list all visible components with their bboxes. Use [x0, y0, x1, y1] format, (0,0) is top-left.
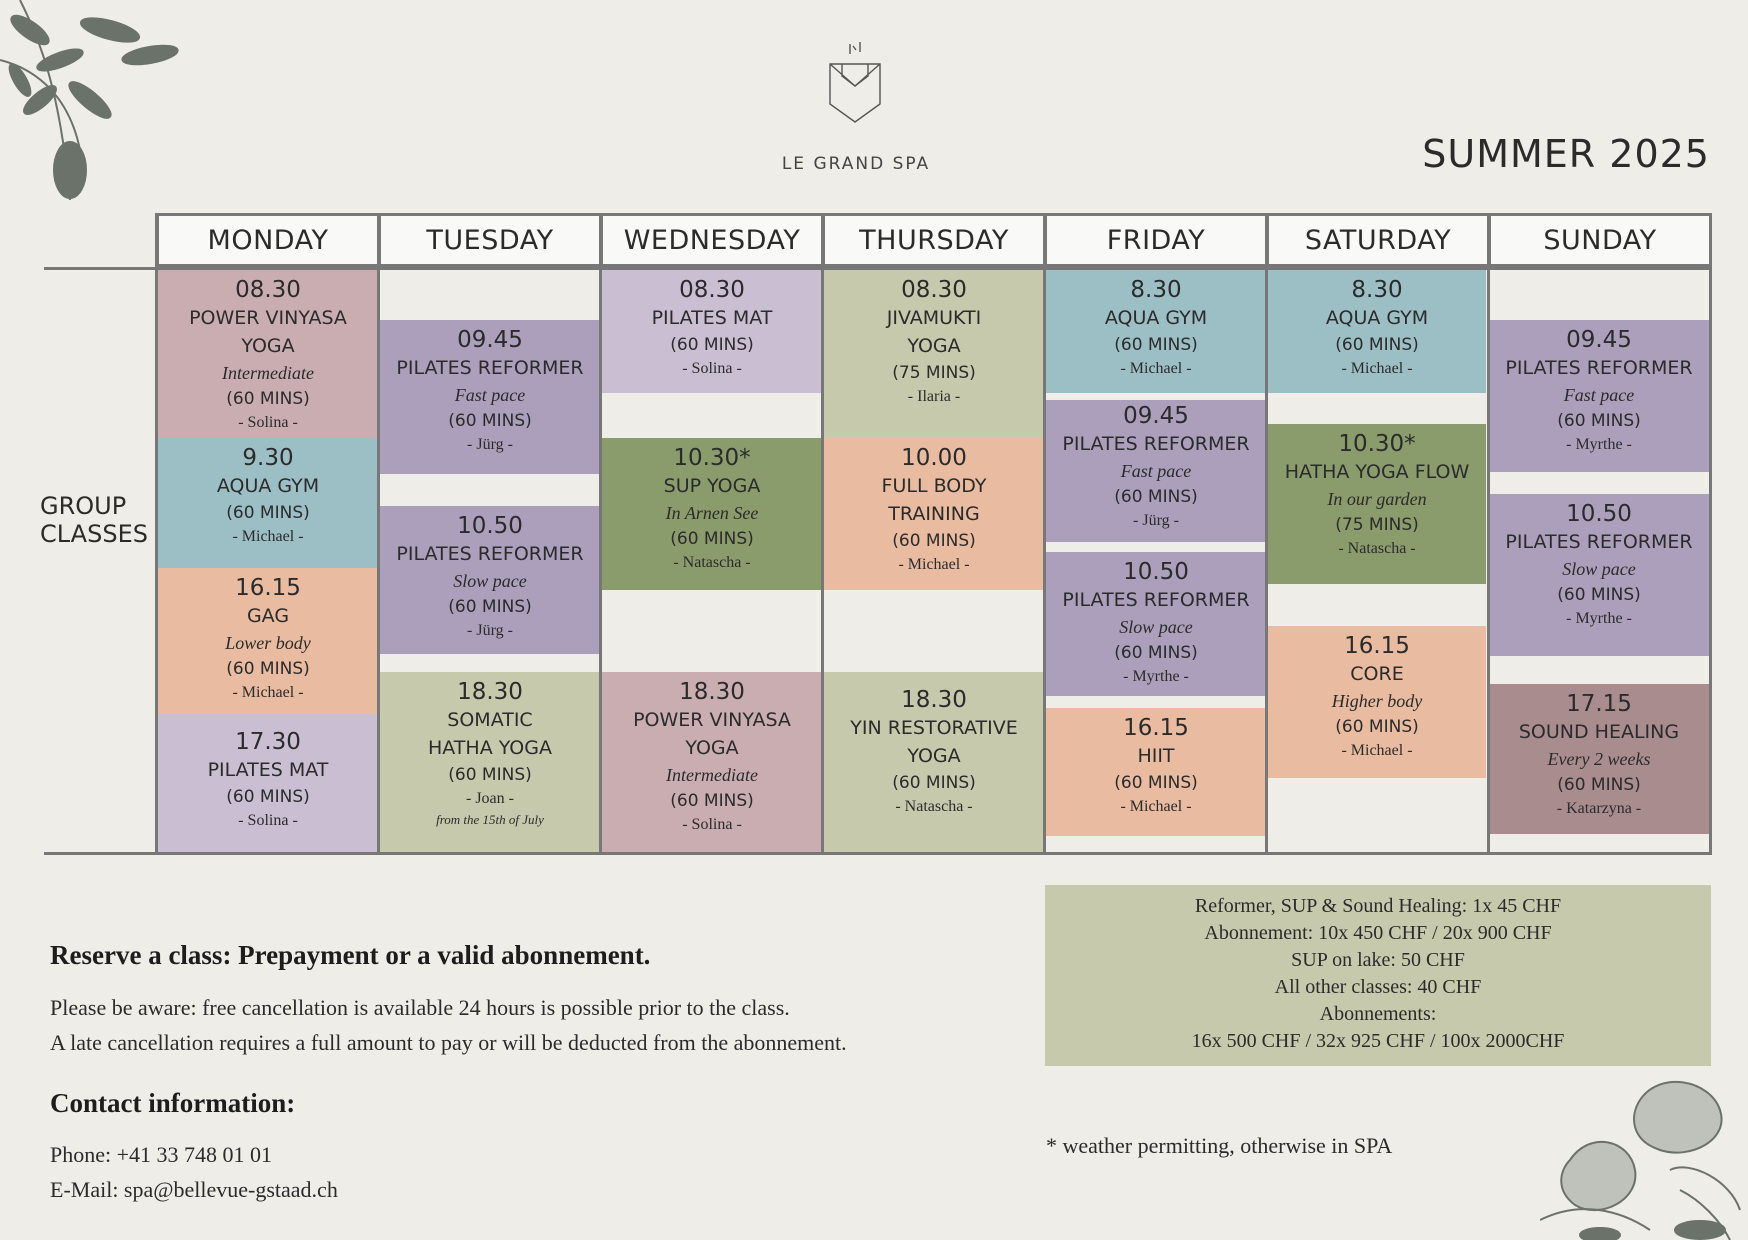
class-card[interactable]: 16.15 HIIT (60 MINS) - Michael - — [1046, 708, 1266, 836]
cancellation-note: Please be aware: free cancellation is available 24 hours is possible prior to the class. A late cancellation requires a full amount to pay or will be deducted from the abonnement. — [50, 995, 847, 1055]
class-card[interactable]: 8.30 AQUA GYM (60 MINS) - Michael - — [1268, 270, 1486, 393]
class-card[interactable]: 09.45 PILATES REFORMER Fast pace (60 MINS) - Myrthe - — [1488, 320, 1710, 472]
grid-line-col-0 — [155, 213, 158, 855]
reserve-heading: Reserve a class: Prepayment or a valid abonnement. — [50, 940, 651, 970]
contact-details — [50, 1137, 338, 1207]
class-card[interactable]: 18.30 POWER VINYASA YOGA Intermediate (60 MINS) - Solina - — [602, 672, 822, 852]
class-card[interactable]: 17.30 PILATES MAT (60 MINS) - Solina - — [158, 714, 378, 852]
day-header-tuesday: TUESDAY — [378, 213, 602, 267]
class-card[interactable]: 16.15 CORE Higher body (60 MINS) - Michael - — [1268, 626, 1486, 778]
class-card[interactable]: 08.30 PILATES MAT (60 MINS) - Solina - — [602, 270, 822, 393]
class-card[interactable]: 10.30* HATHA YOGA FLOW In our garden (75 MINS) - Natascha - — [1268, 424, 1486, 584]
class-card[interactable]: 8.30 AQUA GYM (60 MINS) - Michael - — [1046, 270, 1266, 393]
class-card[interactable]: 08.30 POWER VINYASA YOGA Intermediate (60 MINS) - Solina - — [158, 270, 378, 438]
floral-decoration-bottom-right — [1540, 1070, 1748, 1240]
grid-line-col-4 — [1043, 213, 1046, 855]
price-box: Reformer, SUP & Sound Healing: 1x 45 CHF Abonnement: 10x 450 CHF / 20x 900 CHF SUP on lake: 50 CHF All other classes: 40 CHF Abonnements: 16x 500 CHF / 32x 925 CHF / 100x 2000CHF — [1045, 885, 1711, 1066]
day-header-sunday: SUNDAY — [1488, 213, 1712, 267]
class-card[interactable]: 08.30 JIVAMUKTI YOGA (75 MINS) - Ilaria - — [824, 270, 1044, 438]
class-card[interactable]: 10.50 PILATES REFORMER Slow pace (60 MINS) - Myrthe - — [1488, 494, 1710, 656]
floral-decoration-top-left — [0, 0, 200, 230]
class-card[interactable]: 10.50 PILATES REFORMER Slow pace (60 MINS) - Myrthe - — [1046, 552, 1266, 696]
day-header-friday: FRIDAY — [1044, 213, 1268, 267]
class-card[interactable]: 10.50 PILATES REFORMER Slow pace (60 MINS) - Jürg - — [380, 506, 600, 654]
class-card[interactable]: 10.30* SUP YOGA In Arnen See (60 MINS) - Natascha - — [602, 438, 822, 590]
grid-line-bottom — [44, 852, 1712, 855]
season-title: SUMMER 2025 — [1422, 132, 1710, 176]
grid-line-col-3 — [821, 213, 824, 855]
grid-line-col-2 — [599, 213, 602, 855]
class-card[interactable]: 16.15 GAG Lower body (60 MINS) - Michael - — [158, 568, 378, 714]
grid-line-col-1 — [377, 213, 380, 855]
grid-line-col-6 — [1487, 213, 1490, 855]
class-card[interactable]: 09.45 PILATES REFORMER Fast pace (60 MINS) - Jürg - — [1046, 400, 1266, 542]
brand-name: LE GRAND SPA — [781, 154, 931, 174]
class-card[interactable]: 18.30 YIN RESTORATIVE YOGA (60 MINS) - Natascha - — [824, 672, 1044, 852]
class-card[interactable]: 9.30 AQUA GYM (60 MINS) - Michael - — [158, 438, 378, 568]
class-card[interactable]: 10.00 FULL BODY TRAINING (60 MINS) - Michael - — [824, 438, 1044, 590]
grid-line-col-5 — [1265, 213, 1268, 855]
class-card[interactable]: 17.15 SOUND HEALING Every 2 weeks (60 MINS) - Katarzyna - — [1488, 684, 1710, 834]
day-header-wednesday: WEDNESDAY — [600, 213, 824, 267]
grid-line-col-7 — [1709, 213, 1712, 855]
class-card[interactable]: 09.45 PILATES REFORMER Fast pace (60 MINS) - Jürg - — [380, 320, 600, 474]
row-label-group-classes: GROUP CLASSES — [40, 492, 148, 548]
email-address[interactable]: E-Mail: spa@bellevue-gstaad.ch — [50, 1177, 338, 1202]
contact-heading: Contact information: — [50, 1088, 296, 1118]
day-header-monday: MONDAY — [156, 213, 380, 267]
day-header-thursday: THURSDAY — [822, 213, 1046, 267]
day-header-saturday: SATURDAY — [1266, 213, 1490, 267]
class-card[interactable]: 18.30 SOMATIC HATHA YOGA (60 MINS) - Joan - from the 15th of July — [380, 672, 600, 852]
phone-number[interactable]: Phone: +41 33 748 01 01 — [50, 1142, 273, 1167]
weather-note: * weather permitting, otherwise in SPA — [1046, 1133, 1393, 1158]
